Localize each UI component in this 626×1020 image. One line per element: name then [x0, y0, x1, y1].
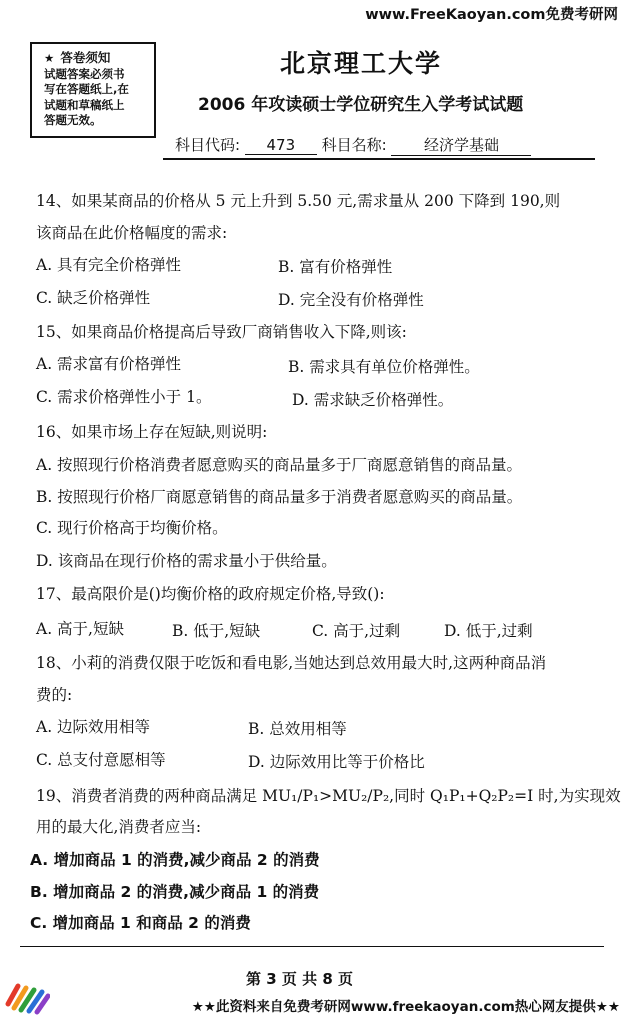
q15-option-a: A. 需求富有价格弹性	[36, 355, 182, 373]
university-name: 北京理工大学	[280, 49, 443, 78]
q19-stem-cont: 用的最大化,消费者应当:	[36, 818, 202, 836]
q18-option-b: B. 总效用相等	[248, 720, 347, 738]
footer-rule	[20, 946, 604, 947]
q17-option-a: A. 高于,短缺	[36, 620, 124, 638]
notice-line: 试题答案必须书	[44, 66, 125, 81]
q15-option-b: B. 需求具有单位价格弹性。	[288, 358, 480, 376]
q18-option-c: C. 总支付意愿相等	[36, 751, 166, 769]
notice-line: 答题无效。	[44, 113, 102, 127]
q14-option-b: B. 富有价格弹性	[278, 258, 393, 276]
notice-line: 试题和草稿纸上	[44, 97, 125, 112]
star-icon: ★	[44, 51, 55, 65]
q16-stem: 16、如果市场上存在短缺,则说明:	[36, 423, 268, 441]
q19-stem: 19、消费者消费的两种商品满足 MU₁/P₁>MU₂/P₂,同时 Q₁P₁+Q₂P₂=I 时,为实现效	[36, 787, 621, 805]
q16-option-a: A. 按照现行价格消费者愿意购买的商品量多于厂商愿意销售的商品量。	[36, 456, 523, 474]
q17-option-c: C. 高于,过剩	[312, 622, 401, 640]
q15-option-d: D. 需求缺乏价格弹性。	[292, 391, 454, 409]
subject-name-label: 科目名称:	[321, 136, 387, 154]
q16-option-c: C. 现行价格高于均衡价格。	[36, 519, 228, 537]
notice-title: 答卷须知	[60, 50, 111, 65]
q19-option-a: A. 增加商品 1 的消费,减少商品 2 的消费	[30, 851, 320, 869]
source-footer: ★★此资料来自免费考研网www.freekaoyan.com热心网友提供★★	[191, 999, 620, 1015]
q17-stem: 17、最高限价是()均衡价格的政府规定价格,导致():	[36, 585, 385, 603]
q18-stem: 18、小莉的消费仅限于吃饭和看电影,当她达到总效用最大时,这两种商品消	[36, 654, 547, 672]
q15-option-c: C. 需求价格弹性小于 1。	[36, 388, 212, 406]
q19-option-c: C. 增加商品 1 和商品 2 的消费	[30, 914, 251, 932]
q17-option-d: D. 低于,过剩	[444, 622, 533, 640]
header-rule	[163, 158, 595, 160]
notice-line: 写在答题纸上,在	[44, 82, 129, 96]
site-watermark: www.FreeKaoyan.com免费考研网	[365, 7, 618, 23]
q19-option-b: B. 增加商品 2 的消费,减少商品 1 的消费	[30, 883, 320, 901]
site-logo-icon	[4, 978, 50, 1020]
page-number: 第 3 页 共 8 页	[246, 970, 353, 988]
q14-stem-cont: 该商品在此价格幅度的需求:	[36, 224, 228, 242]
answer-notice-box	[30, 42, 156, 138]
subject-row	[175, 134, 531, 156]
subject-code-label: 科目代码:	[175, 136, 241, 154]
q16-option-d: D. 该商品在现行价格的需求量小于供给量。	[36, 552, 337, 570]
exam-title: 2006 年攻读硕士学位研究生入学考试试题	[198, 95, 524, 115]
q14-option-d: D. 完全没有价格弹性	[278, 291, 424, 309]
q18-stem-cont: 费的:	[36, 686, 73, 704]
q18-option-d: D. 边际效用比等于价格比	[248, 753, 425, 771]
q18-option-a: A. 边际效用相等	[36, 718, 151, 736]
q16-option-b: B. 按照现行价格厂商愿意销售的商品量多于消费者愿意购买的商品量。	[36, 488, 523, 506]
q17-option-b: B. 低于,短缺	[172, 622, 261, 640]
subject-code: 473	[245, 136, 317, 155]
subject-name: 经济学基础	[391, 134, 531, 156]
q14-option-c: C. 缺乏价格弹性	[36, 289, 151, 307]
q14-stem: 14、如果某商品的价格从 5 元上升到 5.50 元,需求量从 200 下降到 190,则	[36, 192, 561, 210]
q15-stem: 15、如果商品价格提高后导致厂商销售收入下降,则该:	[36, 323, 407, 341]
q14-option-a: A. 具有完全价格弹性	[36, 256, 182, 274]
